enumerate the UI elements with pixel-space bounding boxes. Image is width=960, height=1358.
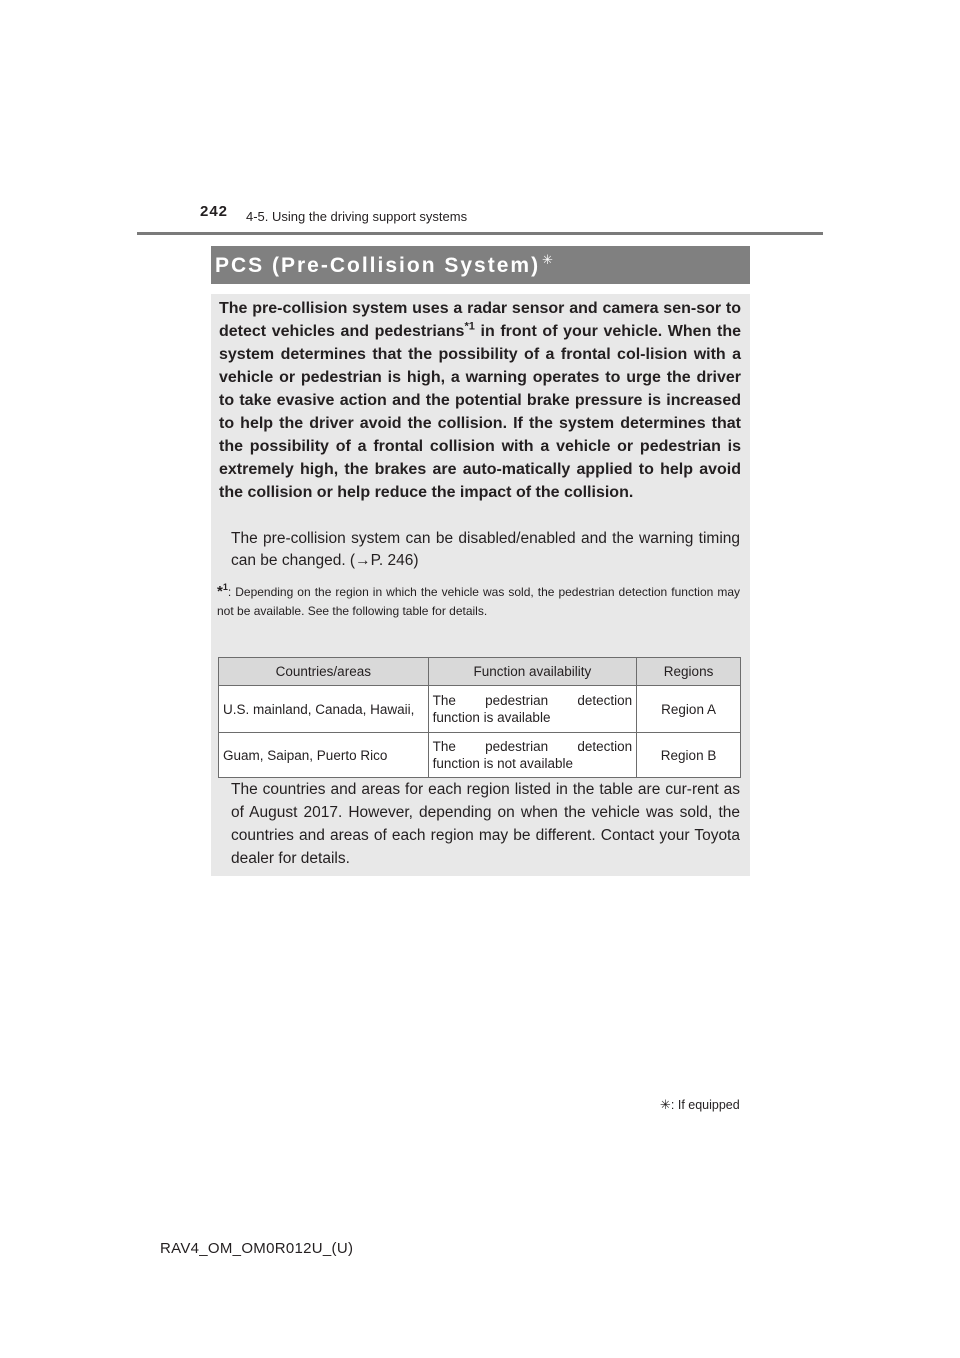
cell-countries: Guam, Saipan, Puerto Rico: [219, 733, 429, 778]
column-header-countries: Countries/areas: [219, 658, 429, 686]
footnote-marker: [217, 583, 228, 600]
intro-text-part1: The pre-collision system uses a radar sensor and camera sen-sor to detect vehicles and pedestrians: [219, 300, 741, 340]
column-header-availability: Function availability: [428, 658, 637, 686]
section-title: [215, 252, 555, 278]
document-code: RAV4_OM_OM0R012U_(U): [160, 1240, 354, 1257]
footnote-text: : Depending on the region in which the vehicle was sold, the pedestrian detection function may not be available. See the following table for details.: [217, 585, 740, 618]
section-title-bar: [211, 246, 750, 284]
if-equipped-legend-text: : If equipped: [670, 1098, 740, 1112]
footnote-star: *: [217, 583, 223, 600]
if-equipped-legend-icon: ✳: [660, 1097, 671, 1112]
region-validity-note: The countries and areas for each region listed in the table are cur-rent as of August 2017. However, depending on when the vehicle was sold, the countries and areas of each region may be different. Contact your Toyota dealer for details.: [231, 781, 740, 867]
if-equipped-mark-icon: ✳: [542, 252, 555, 267]
chapter-title: 4-5. Using the driving support systems: [246, 209, 468, 224]
cell-availability: The pedestrian detection function is available: [428, 686, 637, 733]
intro-text-part2: in front of your vehicle. When the system determines that the possibility of a frontal col-lision with a vehicle or pedestrian is high, a warning operates to urge the driver to take evasive action and the potential brake pressure is increased to help the driver avoid the collision. If the system determines that the possibility of a frontal collision with a vehicle or pedestrian is extremely high, the brakes are auto-matically applied to help avoid the collision or help reduce the impact of the collision.: [219, 323, 741, 501]
page-header: [0, 0, 960, 240]
cell-availability: The pedestrian detection function is not available: [428, 733, 637, 778]
header-divider: [137, 232, 823, 235]
section-title-text: PCS (Pre-Collision System): [215, 254, 541, 277]
region-table: [218, 657, 741, 778]
table-header-row: [219, 658, 741, 686]
cell-countries: U.S. mainland, Canada, Hawaii,: [219, 686, 429, 733]
footnote-number: 1: [222, 582, 228, 592]
settings-note: The pre-collision system can be disabled/enabled and the warning timing can be changed. (→P. 246): [231, 530, 740, 569]
cell-region: Region B: [637, 733, 741, 778]
if-equipped-legend: [660, 1097, 740, 1113]
column-header-regions: Regions: [637, 658, 741, 686]
footnote: [217, 578, 740, 621]
table-row: [219, 686, 741, 733]
page-number: 242: [200, 203, 229, 220]
footnote-reference: *1: [464, 320, 475, 333]
cell-region: Region A: [637, 686, 741, 733]
content-panel: [211, 294, 750, 876]
table-row: [219, 733, 741, 778]
intro-paragraph: [219, 297, 741, 504]
